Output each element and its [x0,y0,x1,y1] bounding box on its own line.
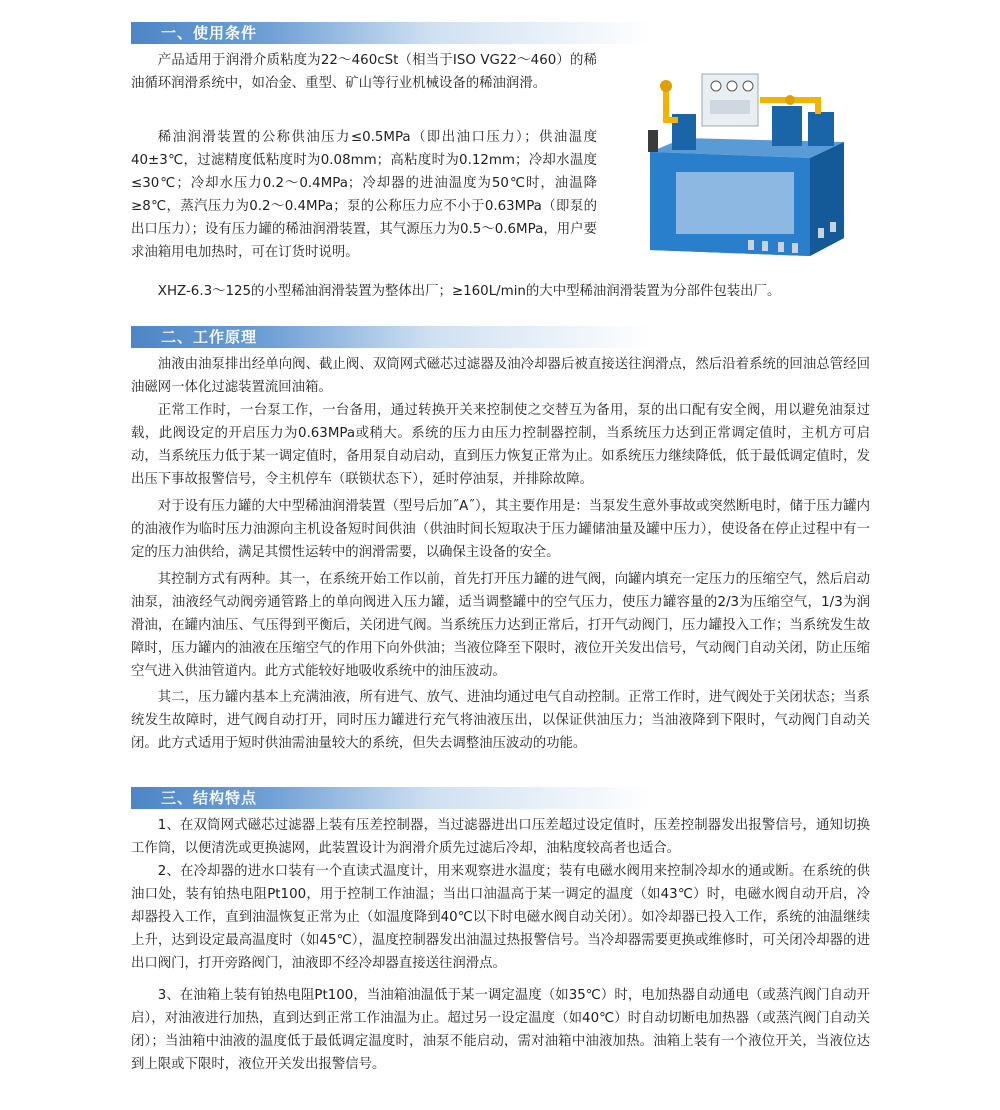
paragraph-feature-cooler: 2、在冷却器的进水口装有一个直读式温度计，用来观察进水温度；装有电磁水阀用来控制冷却水的通或断。在系统的供油口处，装有铂热电阻Pt100，用于控制工作油温；当出口油温高于某一调定的温度（如43℃）时，电磁水阀自动开启，冷却器投入工作，直到油温恢复正常为止（如温度降到40℃以下时电磁水阀自动关闭）。如冷却器已投入工作，系统的油温继续上升，达到设定最高温度时（如45℃），温度控制器发出油温过热报警信号。当冷却器需要更换或维修时，可关闭冷却器的进出口阀门，打开旁路阀门，油液即不经冷却器直接送往润滑点。 [131,864,870,971]
section-heading-working-principle [131,326,851,348]
paragraph-feature-filter: 1、在双筒网式磁芯过滤器上装有压差控制器，当过滤器进出口压差超过设定值时，压差控制器发出报警信号，通知切换工作筒，以便清洗或更换滤网，此装置设计为润滑介质先过滤后冷却，油粘度较高者也适合。 [131,818,870,856]
paragraph-feature-heater: 3、在油箱上装有铂热电阻Pt100，当油箱油温低于某一调定温度（如35℃）时，电加热器自动通电（或蒸汽阀门自动开启），对油液进行加热，直到达到正常工作油温为止。超过另一设定温度（如40℃）时自动切断电加热器（或蒸汽阀门自动关闭）；当油箱中油液的温度低于最低调定温度时，油泵不能启动，需对油箱中油液加热。油箱上装有一个液位开关，当液位达到上限或下限时，液位开关发出报警信号。 [131,988,870,1072]
paragraph-applicable-viscosity: 产品适用于润滑介质粘度为22～460cSt（相当于ISO VG22～460）的稀油循环润滑系统中，如冶金、重型、矿山等行业机械设备的稀油润滑。 [131,53,597,91]
paragraph-delivery-form: XHZ-6.3～125的小型稀油润滑装置为整体出厂；≥160L/min的大中型稀油润滑装置为分部件包装出厂。 [157,284,781,299]
paragraph-control-method-two: 其二，压力罐内基本上充满油液，所有进气、放气、进油均通过电气自动控制。正常工作时，进气阀处于关闭状态；当系统发生故障时，进气阀自动打开，同时压力罐进行充气将油液压出，以保证供油压力；当油液降到下限时，气动阀门自动关闭。此方式适用于短时供油需油量较大的系统，但失去调整油压波动的功能。 [131,690,870,751]
paragraph-operating-parameters: 稀油润滑装置的公称供油压力≤0.5MPa（即出油口压力）；供油温度40±3℃，过滤精度低粘度时为0.08mm；高粘度时为0.12mm；冷却水温度≤30℃；冷却水压力0.2～0.4MPa；冷却器的进油温度为50℃时，油温降≥8℃，蒸汽压力为0.2～0.4MPa；泵的公称压力应不小于0.63MPa（即泵的出口压力）；设有压力罐的稀油润滑装置，其气源压力为0.5～0.6MPa，用户要求油箱用电加热时，可在订货时说明。 [131,130,597,260]
section-heading-text: 一、使用条件 [161,24,258,42]
section-heading-text: 二、工作原理 [161,328,258,346]
paragraph-pressure-tank: 对于设有压力罐的大中型稀油润滑装置（型号后加˝A˝），其主要作用是：当泵发生意外事故或突然断电时，储于压力罐内的油液作为临时压力油源向主机设备短时间供油（供油时间长短取决于压力罐储油量及罐中压力），使设备在停止过程中有一定的压力油供给，满足其惯性运转中的润滑需要，以确保主设备的安全。 [131,499,870,560]
lubrication-unit-photo [632,60,862,265]
section-heading-text: 三、结构特点 [161,789,258,807]
section-heading-structural-features [131,787,851,809]
paragraph-control-method-one: 其控制方式有两种。其一，在系统开始工作以前，首先打开压力罐的进气阀，向罐内填充一定压力的压缩空气，然后启动油泵，油液经气动阀旁通管路上的单向阀进入压力罐，适当调整罐中的空气压力，使压力罐容量的2/3为压缩空气，1/3为润滑油，在罐内油压、气压得到平衡后，关闭进气阀。当系统压力达到正常后，打开气动阀门，压力罐投入工作；当系统发生故障时，压力罐内的油液在压缩空气的作用下向外供油；当液位降至下限时，液位开关发出信号，气动阀门自动关闭，防止压缩空气进入供油管道内。此方式能较好地吸收系统中的油压波动。 [131,572,870,679]
section-heading-usage-conditions [131,22,851,44]
paragraph-normal-operation: 正常工作时，一台泵工作，一台备用，通过转换开关来控制使之交替互为备用，泵的出口配有安全阀，用以避免油泵过载，此阀设定的开启压力为0.63MPa或稍大。系统的压力由压力控制器控制，当系统压力达到正常调定值时，主机方可启动，当系统压力低于某一调定值时，备用泵自动启动，直到压力恢复正常为止。如系统压力继续降低，低于最低调定值时，发出压下事故报警信号，令主机停车（联锁状态下），延时停油泵，并排除故障。 [131,403,870,487]
paragraph-oil-flow: 油液由油泵排出经单向阀、截止阀、双筒网式磁芯过滤器及油冷却器后被直接送往润滑点，然后沿着系统的回油总管经回油磁网一体化过滤装置流回油箱。 [131,357,870,395]
